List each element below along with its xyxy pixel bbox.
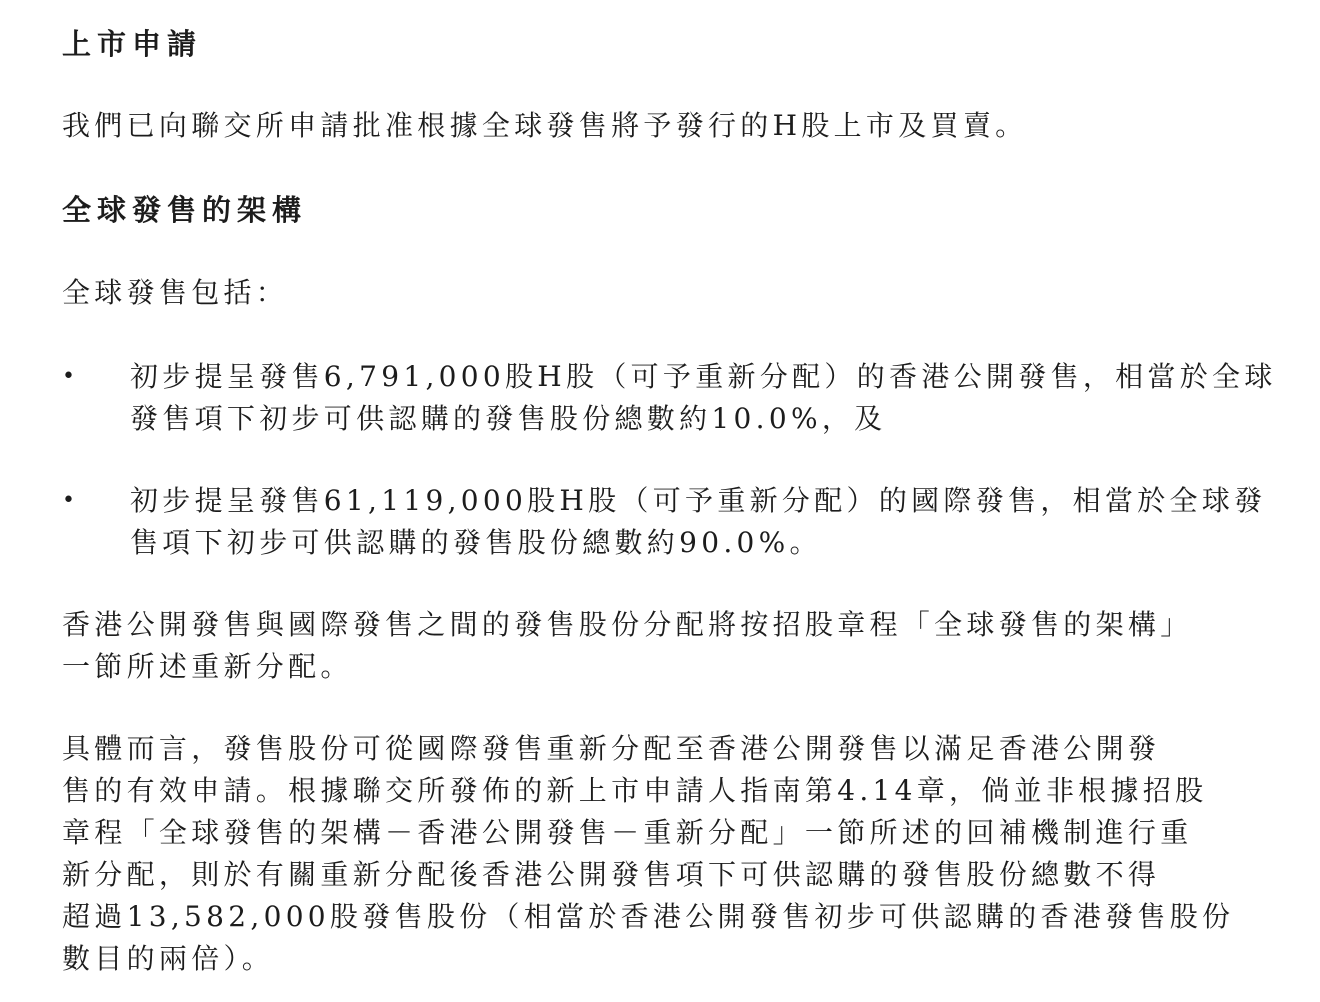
bullet-line: 初步提呈發售6,791,000股H股（可予重新分配）的香港公開發售，相當於全球 xyxy=(130,360,1277,393)
global-offering-intro xyxy=(62,272,1242,314)
paragraph-line: 售的有效申請。根據聯交所發佈的新上市申請人指南第4.14章，倘並非根據招股 xyxy=(62,774,1208,807)
paragraph-line: 超過13,582,000股發售股份（相當於香港公開發售初步可供認購的香港發售股份 xyxy=(62,900,1235,933)
listing-application-heading: 上市申請 xyxy=(62,27,203,61)
paragraph-line: 新分配，則於有關重新分配後香港公開發售項下可供認購的發售股份總數不得 xyxy=(62,858,1161,891)
bullet-text xyxy=(130,356,1277,440)
bullet-text xyxy=(130,480,1267,564)
paragraph-line: 具體而言，發售股份可從國際發售重新分配至香港公開發售以滿足香港公開發 xyxy=(62,732,1161,765)
paragraph-line: 我們已向聯交所申請批准根據全球發售將予發行的H股上市及買賣。 xyxy=(62,109,1028,142)
paragraph-line: 一節所述重新分配。 xyxy=(62,650,353,683)
paragraph-line: 章程「全球發售的架構－香港公開發售－重新分配」一節所述的回補機制進行重 xyxy=(62,816,1193,849)
bullet-dot: • xyxy=(62,364,75,389)
paragraph-line: 數目的兩倍）。 xyxy=(62,942,275,975)
global-offering-structure-heading: 全球發售的架構 xyxy=(62,193,308,227)
bullet-line: 發售項下初步可供認購的發售股份總數約10.0%，及 xyxy=(130,402,887,435)
specific-reallocation-paragraph xyxy=(62,728,1242,980)
paragraph-line: 全球發售包括： xyxy=(62,276,289,309)
bullet-dot: • xyxy=(62,488,75,513)
reallocation-paragraph xyxy=(62,604,1242,688)
paragraph-line: 香港公開發售與國際發售之間的發售股份分配將按招股章程「全球發售的架構」 xyxy=(62,608,1193,641)
bullet-line: 售項下初步可供認購的發售股份總數約90.0%。 xyxy=(130,526,822,559)
bullet-line: 初步提呈發售61,119,000股H股（可予重新分配）的國際發售，相當於全球發 xyxy=(130,484,1267,517)
listing-application-paragraph xyxy=(62,105,1242,147)
